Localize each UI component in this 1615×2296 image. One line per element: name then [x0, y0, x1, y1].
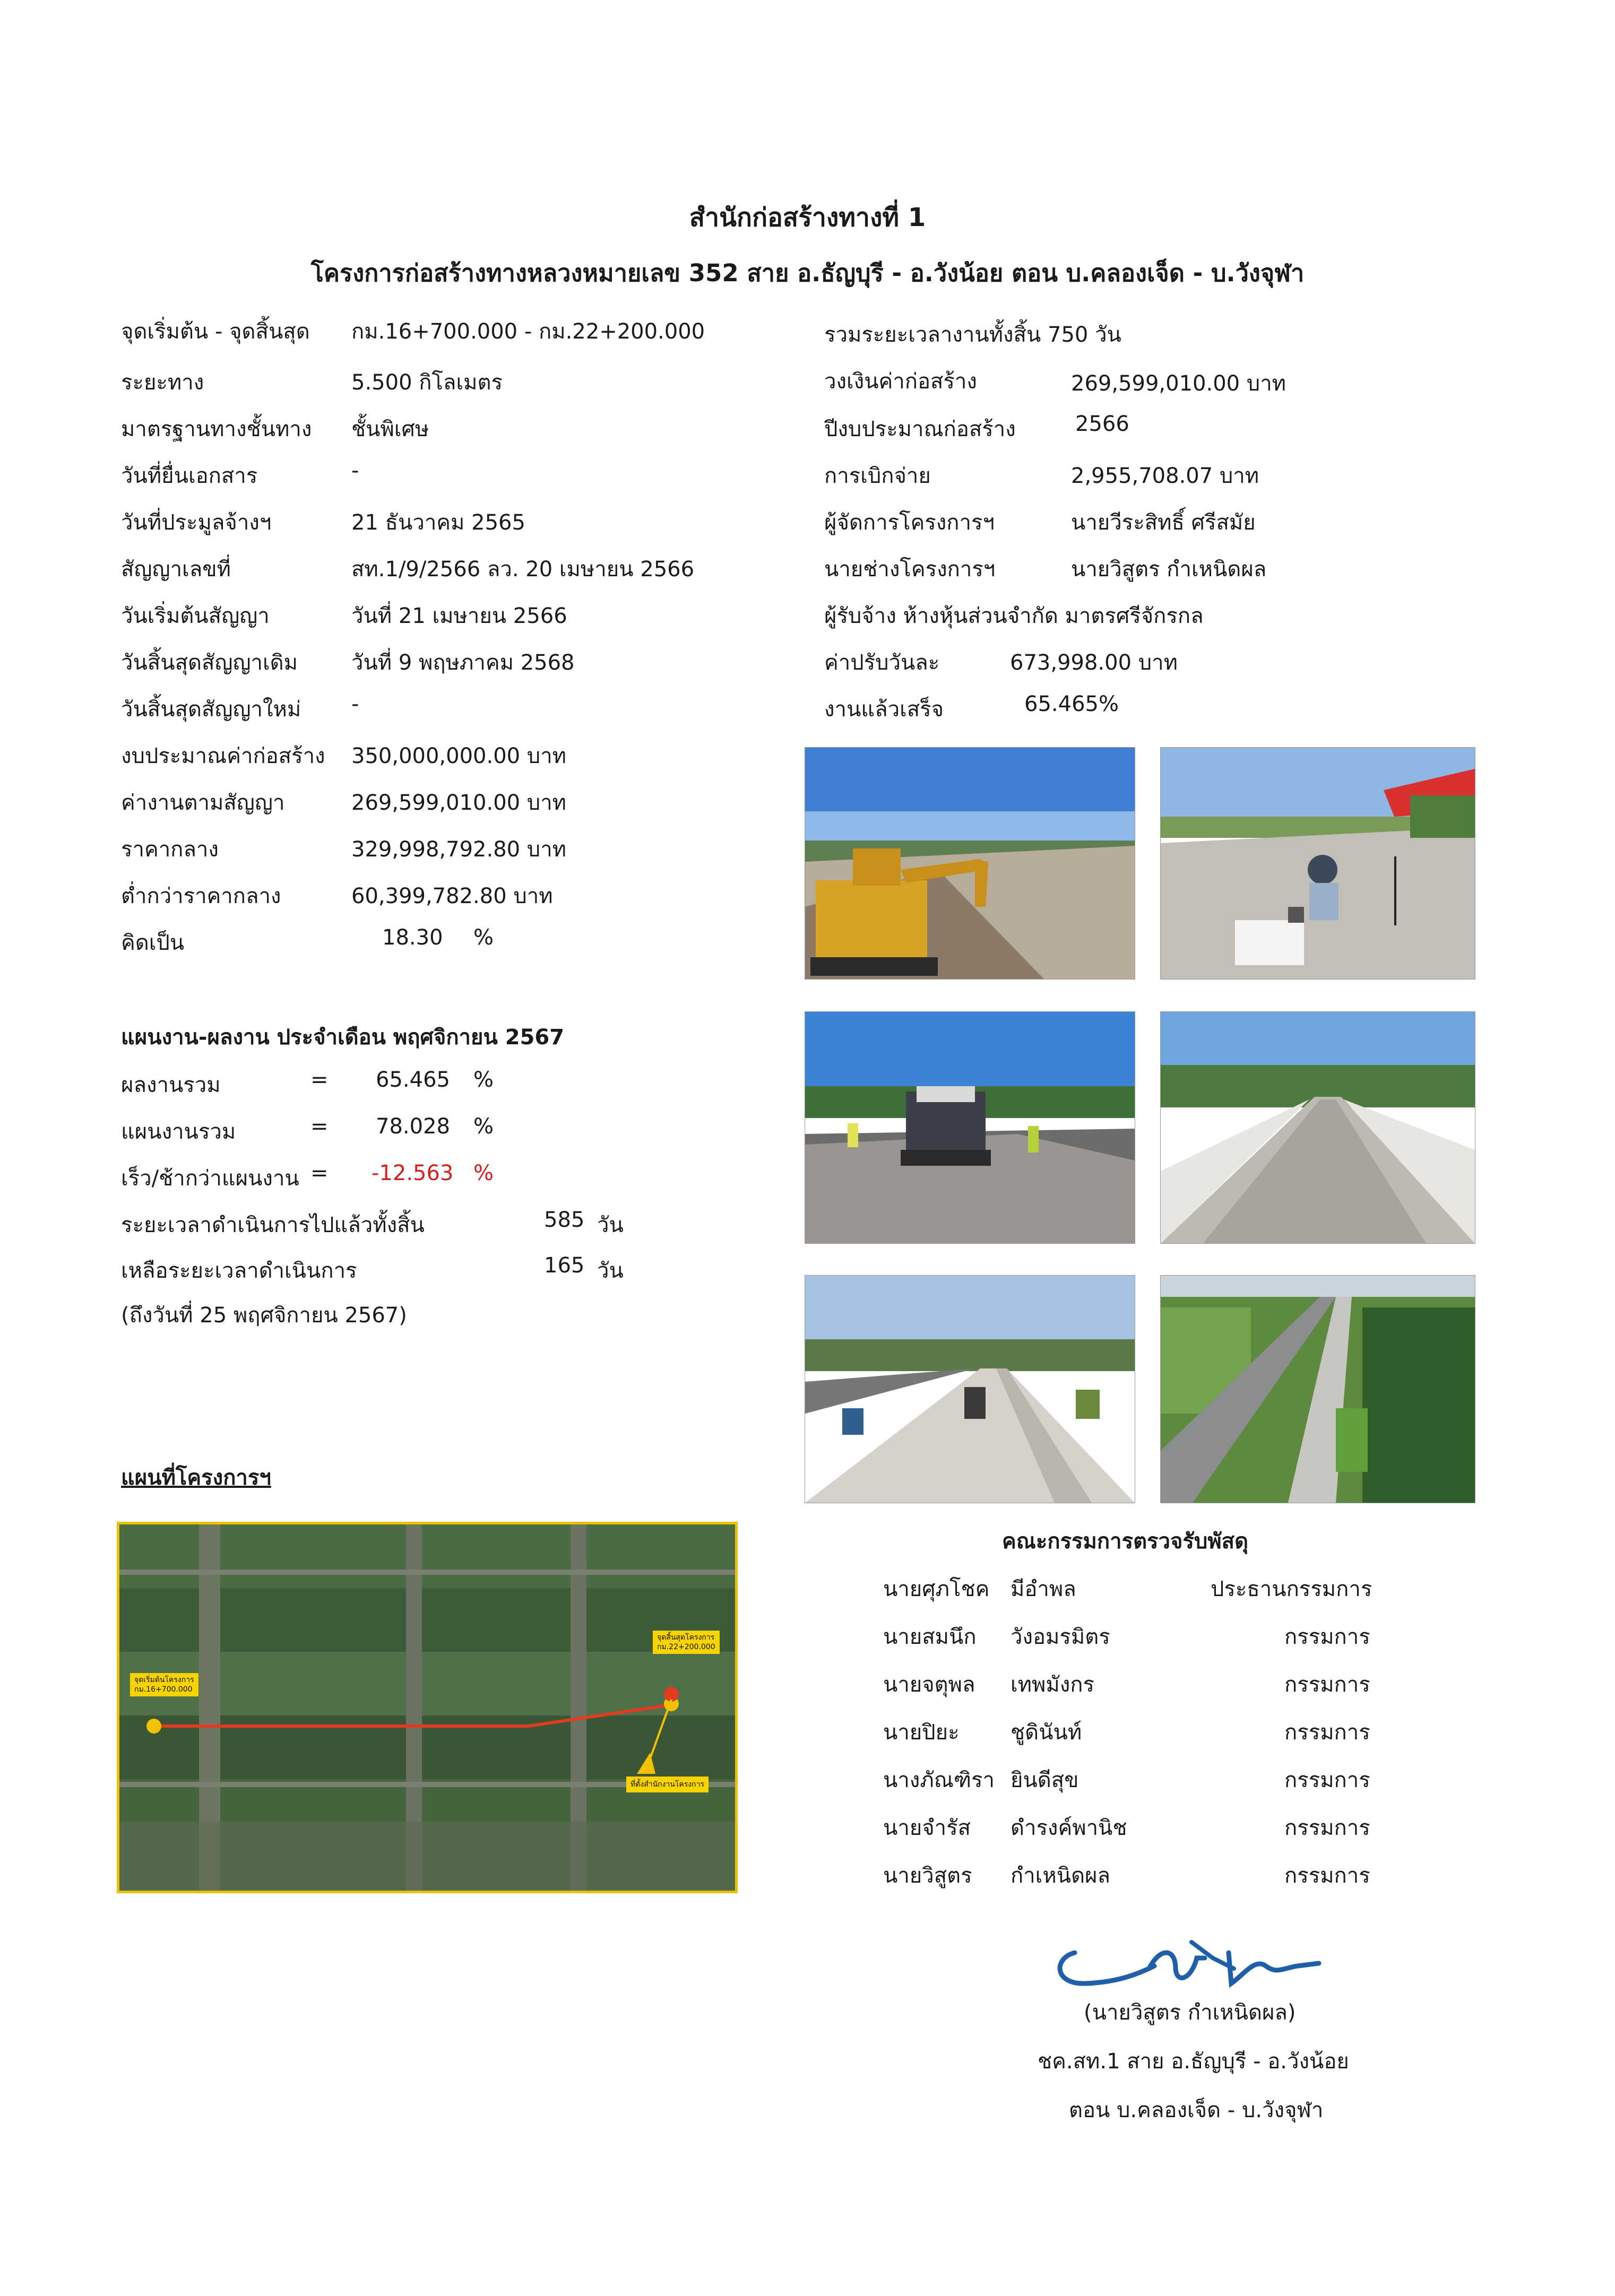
progress-label: แผนงานรวม	[121, 1120, 236, 1144]
info-value: 60,399,782.80 บาท	[351, 884, 553, 908]
info-label: สัญญาเลขที่	[121, 557, 231, 582]
info-label: วันสิ้นสุดสัญญาเดิม	[121, 651, 298, 675]
project-map	[117, 1522, 738, 1893]
progress-value: 78.028	[376, 1114, 450, 1139]
info-value: 2566	[1075, 412, 1129, 436]
info-label: วันที่ประมูลจ้างฯ	[121, 510, 272, 535]
signer-position-line2: ตอน บ.คลองเจ็ด - บ.วังจุฬา	[1069, 2098, 1324, 2122]
map-end-label: จุดสิ้นสุดโครงการ	[657, 1633, 715, 1642]
info-label: ค่างานตามสัญญา	[121, 791, 285, 815]
percent-label: คิดเป็น	[121, 931, 185, 955]
member-role: กรรมการ	[1284, 1768, 1370, 1792]
member-role: กรรมการ	[1284, 1625, 1370, 1649]
progress-heading: แผนงาน-ผลงาน ประจำเดือน พฤศจิกายน 2567	[121, 1025, 565, 1050]
member-role: กรรมการ	[1284, 1816, 1370, 1840]
map-heading: แผนที่โครงการฯ	[121, 1466, 271, 1490]
map-end-marker	[653, 1631, 720, 1654]
progress-label: เร็ว/ช้ากว่าแผนงาน	[121, 1166, 299, 1191]
progress-unit: %	[473, 1114, 494, 1139]
percent-value: 18.30	[382, 925, 443, 950]
info-label: ผู้รับจ้าง ห้างหุ้นส่วนจำกัด มาตรศรีจักรกล	[824, 604, 1204, 628]
info-label: งบประมาณค่าก่อสร้าง	[121, 744, 325, 768]
info-value: -	[351, 458, 359, 483]
photo-concrete-test	[1160, 747, 1475, 980]
info-label: ค่าปรับวันละ	[824, 651, 940, 675]
member-surname: ดำรงค์พานิช	[1011, 1816, 1127, 1840]
member-role: กรรมการ	[1284, 1864, 1370, 1888]
progress-label: ผลงานรวม	[121, 1073, 221, 1097]
info-label: วันที่ยื่นเอกสาร	[121, 464, 258, 488]
member-title: นายสมนึก	[883, 1625, 977, 1649]
info-label: ระยะทาง	[121, 370, 204, 395]
info-value: 2,955,708.07 บาท	[1071, 464, 1259, 488]
info-value: นายวีระสิทธิ์ ศรีสมัย	[1071, 510, 1256, 535]
info-label: วันสิ้นสุดสัญญาใหม่	[121, 697, 301, 722]
remaining-value: 165	[544, 1253, 585, 1278]
info-label: จุดเริ่มต้น - จุดสิ้นสุด	[121, 319, 310, 344]
info-value: 21 ธันวาคม 2565	[351, 510, 525, 535]
equals-sign: =	[310, 1068, 329, 1092]
map-start-label: จุดเริ่มต้นโครงการ	[134, 1676, 194, 1684]
info-label: การเบิกจ่าย	[824, 464, 931, 488]
progress-unit: %	[473, 1068, 494, 1092]
photo-concrete-lane	[1160, 1011, 1475, 1244]
info-value: 329,998,792.80 บาท	[351, 837, 567, 862]
info-value: 350,000,000.00 บาท	[351, 744, 567, 768]
progress-value: 65.465	[376, 1068, 450, 1092]
as-of-date: (ถึงวันที่ 25 พฤศจิกายน 2567)	[121, 1303, 407, 1328]
photo-excavator	[805, 747, 1135, 980]
day-unit: วัน	[597, 1259, 624, 1283]
member-title: นายจตุพล	[883, 1673, 975, 1697]
member-title: นายจำรัส	[883, 1816, 971, 1840]
info-value: -	[351, 692, 359, 716]
elapsed-label: ระยะเวลาดำเนินการไปแล้วทั้งสิ้น	[121, 1213, 425, 1237]
info-value: 269,599,010.00 บาท	[1071, 371, 1286, 396]
remaining-label: เหลือระยะเวลาดำเนินการ	[121, 1259, 357, 1283]
info-value: 269,599,010.00 บาท	[351, 791, 567, 815]
project-title: โครงการก่อสร้างทางหลวงหมายเลข 352 สาย อ.ธัญบุรี - อ.วังน้อย ตอน บ.คลองเจ็ด - บ.วังจุฬา	[310, 259, 1305, 287]
member-surname: กำเหนิดผล	[1011, 1864, 1110, 1888]
elapsed-value: 585	[544, 1208, 585, 1232]
member-surname: มีอำพล	[1011, 1577, 1076, 1601]
member-surname: เทพมังกร	[1011, 1673, 1095, 1697]
percent-unit: %	[473, 925, 494, 950]
member-title: นางภัณฑิรา	[883, 1768, 995, 1792]
member-surname: วังอมรมิตร	[1011, 1625, 1110, 1649]
member-role: กรรมการ	[1284, 1720, 1370, 1745]
equals-sign: =	[310, 1114, 329, 1139]
map-aerial-image	[119, 1524, 735, 1891]
info-value: นายวิสูตร กำเหนิดผล	[1071, 557, 1267, 582]
info-value: 673,998.00 บาท	[1010, 651, 1178, 675]
member-surname: ยินดีสุข	[1011, 1768, 1079, 1792]
info-label: นายช่างโครงการฯ	[824, 557, 996, 582]
info-label: ต่ำกว่าราคากลาง	[121, 884, 281, 908]
map-end-km: กม.22+200.000	[657, 1643, 715, 1651]
member-title: นายศุภโชค	[883, 1577, 990, 1601]
map-start-marker	[130, 1673, 198, 1696]
office-title: สำนักก่อสร้างทางที่ 1	[689, 203, 926, 232]
info-label: รวมระยะเวลางานทั้งสิ้น 750 วัน	[824, 323, 1121, 347]
photo-paving-machine	[805, 1011, 1135, 1244]
map-office-label: ที่ตั้งสำนักงานโครงการ	[626, 1777, 709, 1792]
committee-heading: คณะกรรมการตรวจรับพัสดุ	[1002, 1529, 1249, 1554]
equals-sign: =	[310, 1161, 329, 1185]
member-role: กรรมการ	[1284, 1673, 1370, 1697]
info-label: ผู้จัดการโครงการฯ	[824, 510, 995, 535]
info-label: งานแล้วเสร็จ	[824, 697, 944, 722]
info-value: วันที่ 9 พฤษภาคม 2568	[351, 651, 575, 675]
signature-mark	[1053, 1937, 1329, 1995]
photo-curb-workers	[805, 1275, 1135, 1503]
map-start-km: กม.16+700.000	[134, 1685, 193, 1694]
info-value: สท.1/9/2566 ลว. 20 เมษายน 2566	[351, 557, 695, 582]
photo-aerial-bridge	[1160, 1275, 1475, 1503]
info-value: วันที่ 21 เมษายน 2566	[351, 604, 567, 628]
info-value: 65.465%	[1024, 692, 1119, 716]
info-label: วงเงินค่าก่อสร้าง	[824, 369, 977, 394]
info-value: 5.500 กิโลเมตร	[351, 370, 503, 395]
info-label: ราคากลาง	[121, 837, 219, 862]
signer-position-line1: ชค.สท.1 สาย อ.ธัญบุรี - อ.วังน้อย	[1038, 2049, 1349, 2074]
day-unit: วัน	[597, 1213, 624, 1237]
progress-unit: %	[473, 1161, 494, 1185]
progress-value-behind: -12.563	[372, 1161, 454, 1185]
info-label: ปีงบประมาณก่อสร้าง	[824, 417, 1016, 441]
member-role: ประธานกรรมการ	[1211, 1577, 1372, 1601]
info-value: กม.16+700.000 - กม.22+200.000	[351, 319, 705, 344]
member-title: นายปิยะ	[883, 1720, 960, 1745]
member-title: นายวิสูตร	[883, 1864, 972, 1888]
member-surname: ชูดินันท์	[1011, 1720, 1082, 1745]
info-value: ชั้นพิเศษ	[351, 417, 429, 441]
info-label: มาตรฐานทางชั้นทาง	[121, 417, 312, 441]
info-label: วันเริ่มต้นสัญญา	[121, 604, 270, 628]
signer-name: (นายวิสูตร กำเหนิดผล)	[1084, 2000, 1296, 2025]
